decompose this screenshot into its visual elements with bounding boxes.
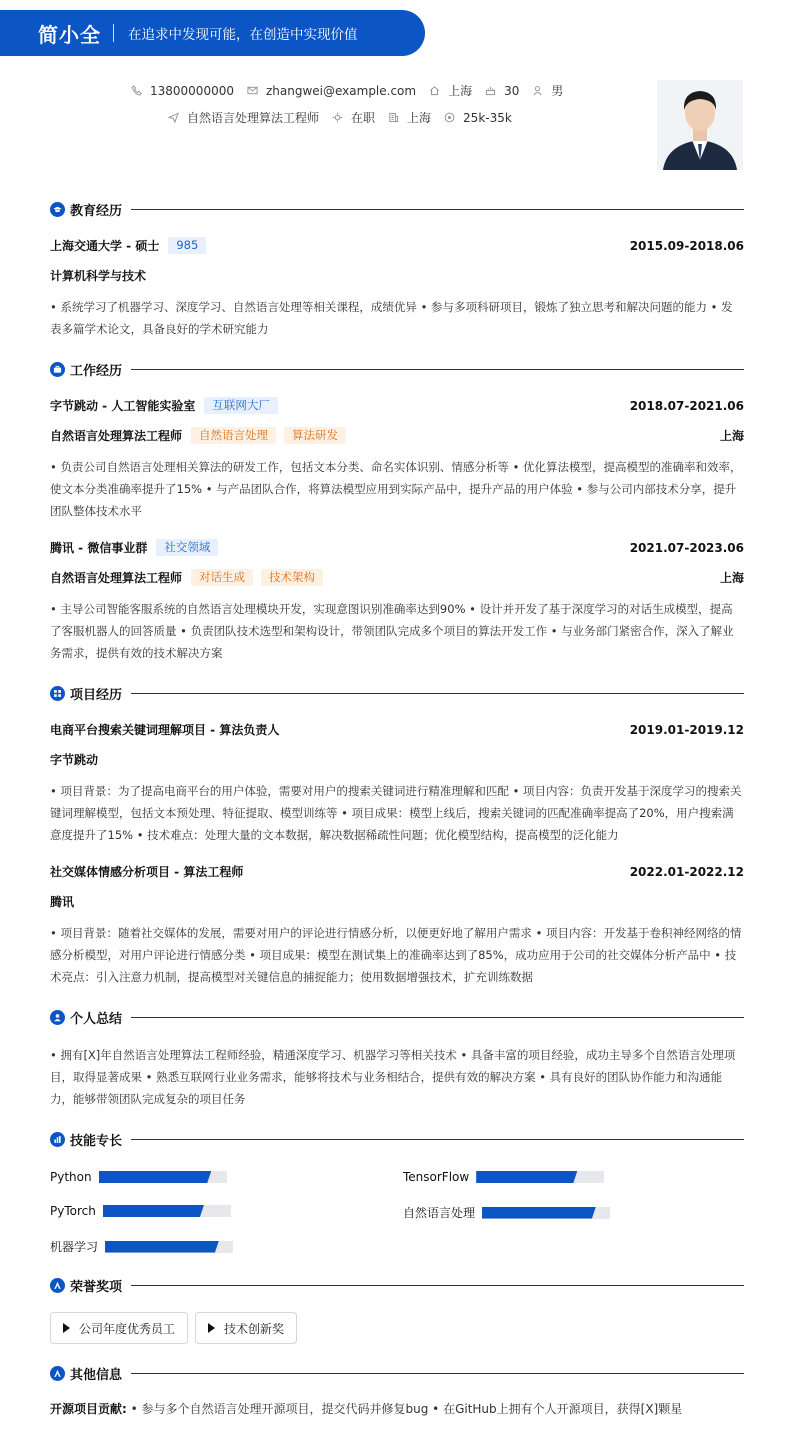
award-item: 公司年度优秀员工 bbox=[50, 1312, 188, 1344]
education-period: 2015.09-2018.06 bbox=[629, 238, 744, 253]
work-company: 腾讯 - 微信事业群 bbox=[50, 541, 148, 555]
other-info-text: • 参与多个自然语言处理开源项目，提交代码并修复bug • 在GitHub上拥有个人开源项目，获得[X]颗星 bbox=[126, 1402, 683, 1416]
project-2-org-row bbox=[50, 893, 744, 910]
project-period: 2022.01-2022.12 bbox=[629, 864, 744, 879]
work-2-description: • 主导公司智能客服系统的自然语言处理模块开发，实现意图识别准确率达到90% • 设计并开发了基于深度学习的对话生成模型，提高了客服机器人的回答质量 • 负责团队技术选型和架构设计，带领团队完成多个项目的算法开发工作 • 与业务部门紧密合作，深入了解业务需求，提供有效的技术解决方案 bbox=[50, 602, 734, 660]
building-icon bbox=[388, 112, 399, 123]
project-period: 2019.01-2019.12 bbox=[629, 722, 744, 737]
skill-ml bbox=[50, 1238, 233, 1255]
graduation-cap-icon bbox=[50, 202, 65, 217]
work-company: 字节跳动 - 人工智能实验室 bbox=[50, 399, 196, 413]
award-item: 技术创新奖 bbox=[195, 1312, 297, 1344]
skill-python bbox=[50, 1170, 227, 1184]
education-description: • 系统学习了机器学习、深度学习、自然语言处理等相关课程，成绩优异 • 参与多项科研项目，锻炼了独立思考和解决问题的能力 • 发表多篇学术论文，具备良好的学术研究能力 bbox=[50, 300, 733, 336]
work-2-role bbox=[50, 569, 744, 586]
skill-bar-fill bbox=[99, 1171, 212, 1183]
project-2-description: • 项目背景：随着社交媒体的发展，需要对用户的评论进行情感分析，以便更好地了解用户需求 • 项目内容：开发基于卷积神经网络的情感分析模型，对用户评论进行情感分类 • 项目成果：模型在测试集上的准确率达到了85%，成功应用于公司的社交媒体分析产品中 • 技术亮点：引入注意力机制，提高模型对关键信息的捕捉能力；使用数据增强技术，扩充训练数据 bbox=[50, 926, 742, 984]
section-title-education: 教育经历 bbox=[70, 203, 123, 219]
section-divider bbox=[131, 1017, 744, 1018]
intent-row bbox=[168, 109, 525, 126]
work-period: 2021.07-2023.06 bbox=[629, 540, 744, 555]
education-major: 计算机科学与技术 bbox=[50, 269, 147, 283]
play-triangle-icon bbox=[63, 1323, 70, 1333]
section-divider bbox=[131, 693, 744, 694]
skill-bar-fill bbox=[103, 1205, 204, 1217]
project-1-description: • 项目背景：为了提高电商平台的用户体验，需要对用户的搜索关键词进行精准理解和匹配 • 项目内容：负责开发基于深度学习的搜索关键词理解模型，包括文本预处理、特征提取、模型训练等 • 项目成果：模型上线后，搜索关键词的匹配准确率提高了20%，用户搜索满意度提升了15% • 技术难点：处理大量的文本数据，解决数据稀疏性问题；优化模型结构，提高模型的泛化能力 bbox=[50, 784, 742, 842]
work-skill-tag: 对话生成 bbox=[191, 569, 253, 586]
bar-chart-icon bbox=[50, 1132, 65, 1147]
section-title-skills: 技能专长 bbox=[70, 1133, 123, 1149]
contact-city: 上海 bbox=[429, 82, 472, 99]
work-city: 上海 bbox=[719, 571, 744, 585]
section-divider bbox=[131, 1139, 744, 1140]
intent-position: 自然语言处理算法工程师 bbox=[168, 109, 319, 126]
project-title: 社交媒体情感分析项目 - 算法工程师 bbox=[50, 865, 244, 879]
phone-icon bbox=[131, 85, 142, 96]
skill-bar bbox=[103, 1205, 231, 1217]
skill-name: Python bbox=[50, 1170, 92, 1184]
user-icon bbox=[50, 1010, 65, 1025]
section-divider bbox=[131, 1373, 744, 1374]
skill-bar bbox=[105, 1241, 233, 1253]
play-triangle-icon bbox=[208, 1323, 215, 1333]
salary-icon bbox=[444, 112, 455, 123]
home-icon bbox=[429, 85, 440, 96]
section-other bbox=[50, 1363, 744, 1383]
skill-bar bbox=[476, 1171, 604, 1183]
skill-bar bbox=[482, 1207, 610, 1219]
education-major-row bbox=[50, 267, 744, 284]
work-1-header bbox=[50, 397, 744, 414]
header-banner bbox=[0, 10, 425, 56]
project-2-header bbox=[50, 863, 744, 880]
section-awards bbox=[50, 1275, 744, 1295]
work-1-description: • 负责公司自然语言处理相关算法的研发工作，包括文本分类、命名实体识别、情感分析等 • 优化算法模型，提高模型的准确率和效率，使文本分类准确率提升了15% • 与产品团队合作，将算法模型应用到实际产品中，提升产品的用户体验 • 参与公司内部技术分享，提升团队整体技术水平 bbox=[50, 460, 742, 518]
portrait-image bbox=[657, 80, 743, 170]
candidate-name: 简小全 bbox=[38, 22, 101, 47]
contact-gender: 男 bbox=[532, 82, 563, 99]
briefcase-icon bbox=[50, 362, 65, 377]
project-title: 电商平台搜索关键词理解项目 - 算法负责人 bbox=[50, 723, 280, 737]
project-org: 腾讯 bbox=[50, 895, 75, 909]
contact-email: zhangwei@example.com bbox=[247, 84, 416, 98]
work-skill-tag: 自然语言处理 bbox=[191, 427, 276, 444]
school-tag: 985 bbox=[168, 237, 206, 254]
contact-row bbox=[131, 82, 576, 99]
section-work bbox=[50, 359, 744, 379]
summary-text: • 拥有[X]年自然语言处理算法工程师经验，精通深度学习、机器学习等相关技术 • 具备丰富的项目经验，成功主导多个自然语言处理项目，取得显著成果 • 熟悉互联网行业业务需求，能够将技术与业务相结合，提供有效的解决方案 • 具有良好的团队协作能力和沟通能力，能够带领团队完成复杂的项目任务 bbox=[50, 1048, 736, 1106]
status-icon bbox=[332, 112, 343, 123]
section-title-summary: 个人总结 bbox=[70, 1011, 123, 1027]
work-role: 自然语言处理算法工程师 bbox=[50, 429, 183, 443]
intent-status: 在职 bbox=[332, 109, 375, 126]
banner-divider bbox=[113, 24, 114, 42]
work-skill-tag: 技术架构 bbox=[261, 569, 323, 586]
mail-icon bbox=[247, 85, 258, 96]
work-city: 上海 bbox=[719, 429, 744, 443]
skill-nlp bbox=[403, 1204, 610, 1221]
section-summary bbox=[50, 1007, 744, 1027]
project-1-org-row bbox=[50, 751, 744, 768]
other-info-line bbox=[50, 1400, 682, 1417]
candidate-motto: 在追求中发现可能，在创造中实现价值 bbox=[128, 27, 358, 43]
project-1-header bbox=[50, 721, 744, 738]
skill-bar-fill bbox=[476, 1171, 577, 1183]
skill-tensorflow bbox=[403, 1170, 604, 1184]
work-skill-tag: 算法研发 bbox=[284, 427, 346, 444]
school-name: 上海交通大学 - 硕士 bbox=[50, 239, 160, 253]
section-title-work: 工作经历 bbox=[70, 363, 123, 379]
send-icon bbox=[168, 112, 179, 123]
work-1-role bbox=[50, 427, 744, 444]
info-icon bbox=[50, 1366, 65, 1381]
work-role: 自然语言处理算法工程师 bbox=[50, 571, 183, 585]
section-title-awards: 荣誉奖项 bbox=[70, 1279, 123, 1295]
work-company-tag: 互联网大厂 bbox=[204, 397, 278, 414]
intent-city: 上海 bbox=[388, 109, 431, 126]
skill-name: 机器学习 bbox=[50, 1240, 99, 1254]
section-skills bbox=[50, 1129, 744, 1149]
skill-pytorch bbox=[50, 1204, 231, 1218]
skill-name: 自然语言处理 bbox=[403, 1206, 476, 1220]
education-header bbox=[50, 237, 744, 254]
award-icon bbox=[50, 1278, 65, 1293]
grid-icon bbox=[50, 686, 65, 701]
other-info-label: 开源项目贡献: bbox=[50, 1402, 127, 1416]
section-divider bbox=[131, 209, 744, 210]
skill-name: TensorFlow bbox=[403, 1170, 470, 1184]
skill-bar-fill bbox=[482, 1207, 596, 1219]
work-2-header bbox=[50, 539, 744, 556]
section-title-projects: 项目经历 bbox=[70, 687, 123, 703]
section-divider bbox=[131, 1285, 744, 1286]
section-education bbox=[50, 199, 744, 219]
gender-icon bbox=[532, 85, 543, 96]
section-title-other: 其他信息 bbox=[70, 1367, 123, 1383]
contact-age: 30 bbox=[485, 84, 519, 98]
intent-salary: 25k-35k bbox=[444, 111, 512, 125]
work-company-tag: 社交领域 bbox=[156, 539, 218, 556]
avatar bbox=[657, 80, 743, 170]
skill-name: PyTorch bbox=[50, 1204, 96, 1218]
project-org: 字节跳动 bbox=[50, 753, 99, 767]
work-period: 2018.07-2021.06 bbox=[629, 398, 744, 413]
skill-bar-fill bbox=[105, 1241, 219, 1253]
skill-bar bbox=[99, 1171, 227, 1183]
cake-icon bbox=[485, 85, 496, 96]
section-projects bbox=[50, 683, 744, 703]
section-divider bbox=[131, 369, 744, 370]
contact-phone: 13800000000 bbox=[131, 84, 234, 98]
